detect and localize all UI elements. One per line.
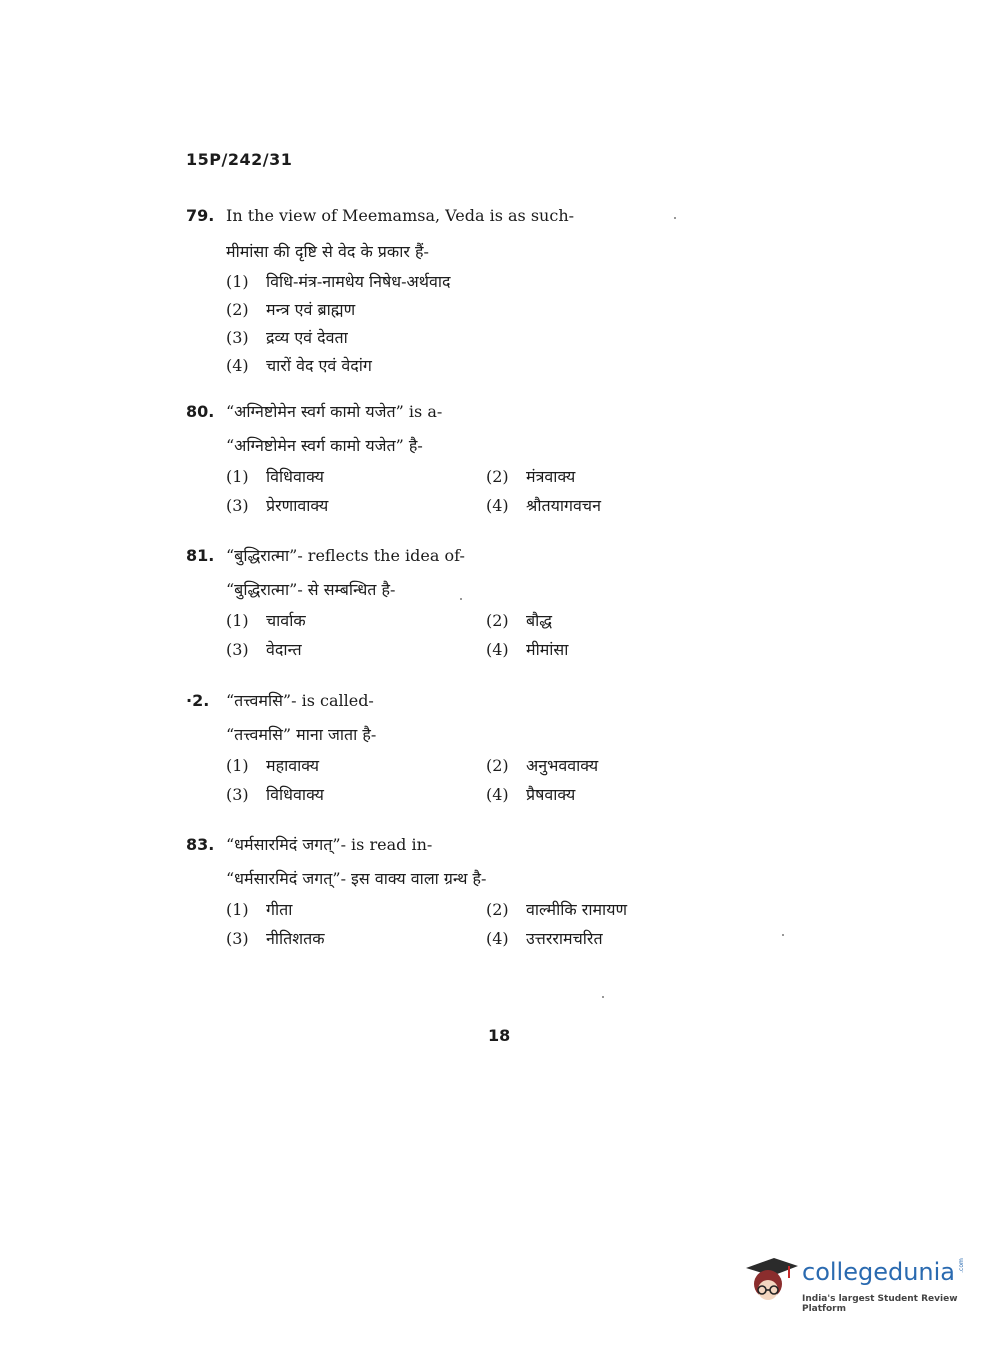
scan-speck bbox=[460, 598, 462, 600]
option: (3) प्रेरणावाक्य bbox=[226, 496, 329, 515]
option: (3) द्रव्य एवं देवता bbox=[226, 328, 348, 347]
scan-speck bbox=[674, 217, 676, 219]
option: (3) नीतिशतक bbox=[226, 929, 325, 948]
student-mascot-icon bbox=[740, 1250, 800, 1310]
options-grid bbox=[226, 751, 746, 809]
option: (4) चारों वेद एवं वेदांग bbox=[226, 356, 372, 375]
option: (2) बौद्ध bbox=[486, 611, 553, 630]
question-number: 79. bbox=[186, 206, 215, 225]
brand-name: collegedunia bbox=[802, 1258, 956, 1286]
option: (3) वेदान्त bbox=[226, 640, 302, 659]
question-text-en: In the view of Meemamsa, Veda is as such- bbox=[226, 206, 575, 225]
option: (4) मीमांसा bbox=[486, 640, 569, 659]
option: (1) गीता bbox=[226, 900, 293, 919]
option: (2) वाल्मीकि रामायण bbox=[486, 900, 628, 919]
option: (2) मंत्रवाक्य bbox=[486, 467, 576, 486]
question-text-en: “धर्मसारमिदं जगत्”- is read in- bbox=[226, 835, 433, 854]
page-number: 18 bbox=[488, 1026, 511, 1045]
collegedunia-watermark bbox=[740, 1250, 970, 1314]
options-grid bbox=[226, 895, 746, 953]
question-number: 81. bbox=[186, 546, 215, 565]
scan-speck bbox=[602, 996, 604, 998]
question-text-en: “तत्त्वमसि”- is called- bbox=[226, 691, 374, 710]
option: (4) श्रौतयागवचन bbox=[486, 496, 601, 515]
options-grid bbox=[226, 606, 746, 664]
option: (4) उत्तररामचरित bbox=[486, 929, 603, 948]
paper-code: 15P/242/31 bbox=[186, 150, 293, 169]
options-grid bbox=[226, 462, 746, 520]
question-text-hi: “धर्मसारमिदं जगत्”- इस वाक्य वाला ग्रन्थ है- bbox=[226, 869, 487, 888]
question-80 bbox=[186, 400, 746, 520]
option: (3) विधिवाक्य bbox=[226, 785, 324, 804]
question-text-hi: “बुद्धिरात्मा”- से सम्बन्धित है- bbox=[226, 580, 396, 599]
question-text-en: “अग्निष्टोमेन स्वर्ग कामो यजेत” is a- bbox=[226, 402, 443, 421]
option: (4) प्रैषवाक्य bbox=[486, 785, 576, 804]
question-text-en: “बुद्धिरात्मा”- reflects the idea of- bbox=[226, 546, 465, 565]
option: (1) चार्वाक bbox=[226, 611, 306, 630]
question-text-hi: मीमांसा की दृष्टि से वेद के प्रकार हैं- bbox=[226, 242, 429, 261]
option: (1) विधि-मंत्र-नामधेय निषेध-अर्थवाद bbox=[226, 272, 451, 291]
question-79 bbox=[186, 206, 746, 380]
question-number: ·2. bbox=[186, 691, 210, 710]
options-list bbox=[226, 268, 746, 380]
question-83 bbox=[186, 833, 746, 953]
question-number: 80. bbox=[186, 402, 215, 421]
question-number: 83. bbox=[186, 835, 215, 854]
option: (2) मन्त्र एवं ब्राह्मण bbox=[226, 300, 356, 319]
scan-speck bbox=[782, 934, 784, 936]
option: (1) विधिवाक्य bbox=[226, 467, 324, 486]
option: (2) अनुभववाक्य bbox=[486, 756, 599, 775]
question-81 bbox=[186, 544, 746, 664]
brand-tagline: India's largest Student Review Platform bbox=[802, 1294, 958, 1314]
question-text-hi: “अग्निष्टोमेन स्वर्ग कामो यजेत” है- bbox=[226, 436, 423, 455]
brand-suffix: .com bbox=[957, 1258, 965, 1273]
question-text-hi: “तत्त्वमसि” माना जाता है- bbox=[226, 725, 377, 744]
question-82 bbox=[186, 689, 746, 809]
option: (1) महावाक्य bbox=[226, 756, 320, 775]
